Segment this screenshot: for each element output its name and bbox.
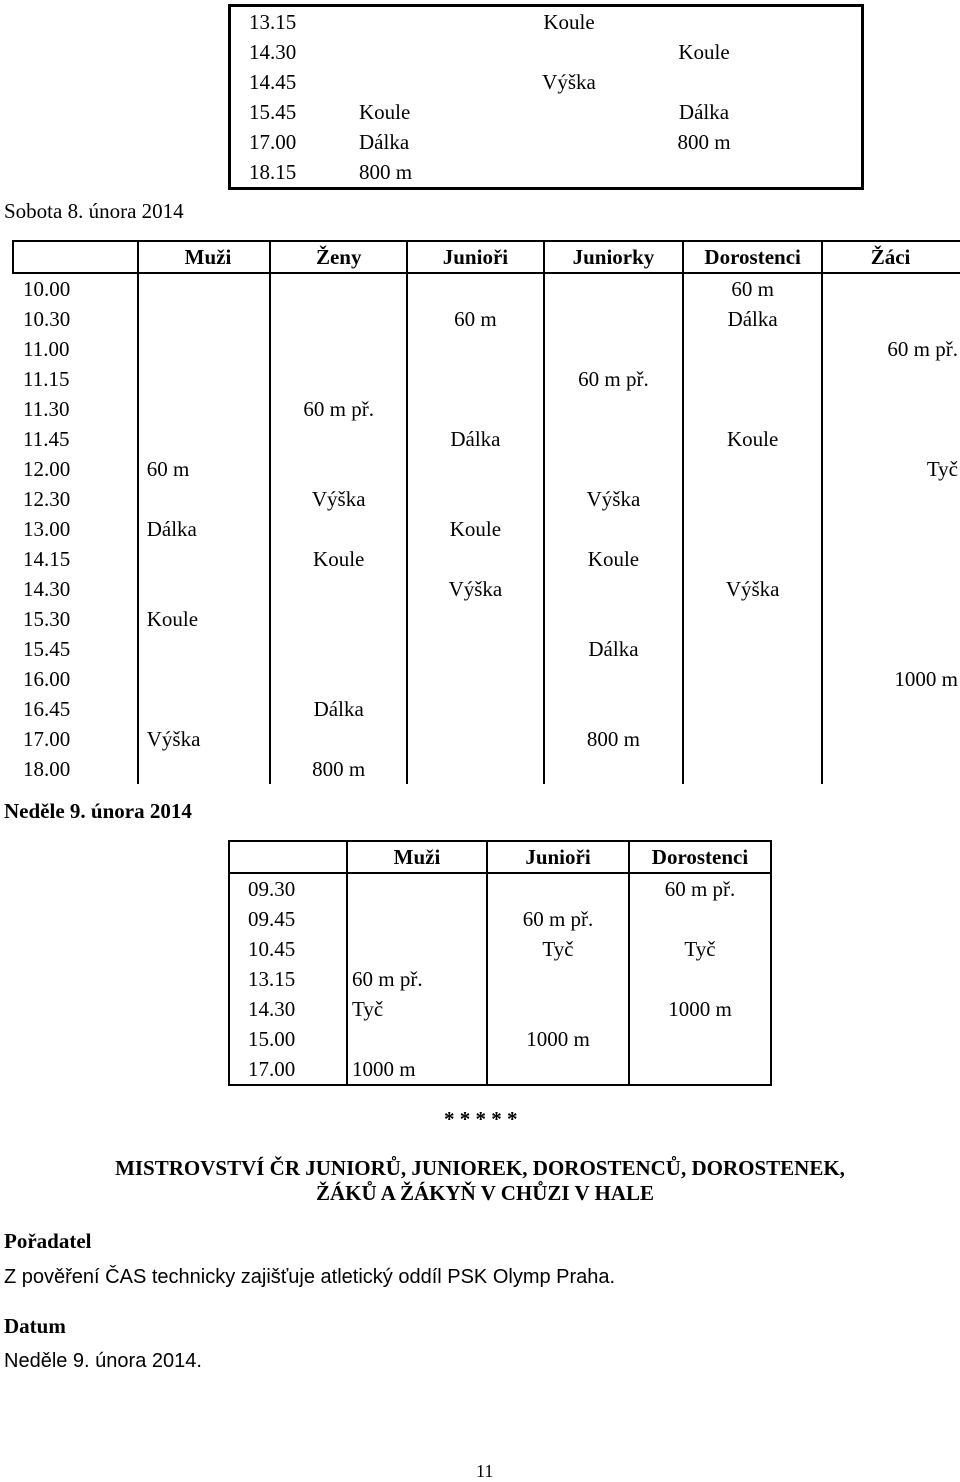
column-header: Žáci xyxy=(822,241,960,273)
table-row xyxy=(230,67,863,97)
event-cell: Koule xyxy=(678,40,730,64)
time-cell: 16.45 xyxy=(13,694,138,724)
page-number: 11 xyxy=(476,1461,494,1481)
time-cell: 15.30 xyxy=(13,604,138,634)
time-cell: 10.45 xyxy=(229,934,347,964)
table-row xyxy=(229,934,771,964)
event-cell: Koule xyxy=(543,10,595,34)
event-cell xyxy=(270,634,407,664)
event-cell xyxy=(683,754,822,784)
column-header: Dorostenci xyxy=(629,841,771,873)
event-cell xyxy=(138,634,271,664)
event-cell xyxy=(487,964,629,994)
event-cell xyxy=(138,424,271,454)
table-row xyxy=(230,37,863,67)
time-cell: 10.30 xyxy=(13,304,138,334)
event-cell: Koule xyxy=(407,514,544,544)
table-row xyxy=(13,724,960,754)
event-cell xyxy=(769,97,863,127)
event-cell xyxy=(407,544,544,574)
event-cell xyxy=(407,694,544,724)
time-cell: 11.15 xyxy=(13,364,138,394)
event-cell: Dálka xyxy=(138,514,271,544)
time-cell: 17.00 xyxy=(249,130,297,154)
organizer-text: Z pověření ČAS technicky zajišťuje atletický oddíl PSK Olymp Praha. xyxy=(4,1266,616,1288)
event-cell xyxy=(270,334,407,364)
time-cell: 15.45 xyxy=(13,634,138,664)
event-cell: 60 m př. xyxy=(487,904,629,934)
saturday-schedule-table xyxy=(12,240,960,784)
table-row xyxy=(13,304,960,334)
event-cell: Dálka xyxy=(407,424,544,454)
event-cell xyxy=(629,1024,771,1054)
table-row xyxy=(13,604,960,634)
time-cell: 13.15 xyxy=(229,964,347,994)
column-header: Junioři xyxy=(407,241,544,273)
event-cell xyxy=(822,364,960,394)
time-cell: 15.45 xyxy=(249,100,297,124)
event-cell xyxy=(359,37,499,67)
table-row xyxy=(229,1024,771,1054)
event-cell: Výška xyxy=(544,484,684,514)
date-text: Neděle 9. února 2014. xyxy=(4,1350,202,1372)
table-row xyxy=(13,754,960,784)
event-cell xyxy=(822,724,960,754)
event-cell: 800 m xyxy=(544,724,684,754)
event-cell xyxy=(544,273,684,304)
event-cell xyxy=(629,1054,771,1085)
event-cell xyxy=(683,454,822,484)
time-cell: 12.00 xyxy=(13,454,138,484)
event-cell xyxy=(629,904,771,934)
time-cell: 17.00 xyxy=(229,1054,347,1085)
time-cell: 18.15 xyxy=(249,160,297,184)
event-cell xyxy=(639,6,769,38)
event-cell xyxy=(822,394,960,424)
event-cell: Tyč xyxy=(629,934,771,964)
event-cell xyxy=(683,604,822,634)
event-cell: 1000 m xyxy=(629,994,771,1024)
event-cell: Dálka xyxy=(678,100,730,124)
event-cell xyxy=(544,754,684,784)
event-cell xyxy=(683,694,822,724)
column-header: Juniorky xyxy=(544,241,684,273)
championship-title-line2: ŽÁKŮ A ŽÁKYŇ V CHŮZI V HALE xyxy=(315,1181,655,1205)
event-cell xyxy=(769,6,863,38)
event-cell xyxy=(270,454,407,484)
schedule-top-table xyxy=(228,4,864,190)
table-row xyxy=(230,127,863,157)
table-header-row xyxy=(13,241,960,273)
column-header: Muži xyxy=(138,241,271,273)
event-cell xyxy=(544,514,684,544)
time-cell: 17.00 xyxy=(13,724,138,754)
event-cell: 60 m xyxy=(683,273,822,304)
event-cell xyxy=(683,634,822,664)
event-cell xyxy=(683,364,822,394)
event-cell xyxy=(347,904,487,934)
event-cell xyxy=(683,724,822,754)
table-row xyxy=(230,157,863,189)
event-cell: 1000 m xyxy=(347,1054,487,1085)
column-header: Dorostenci xyxy=(683,241,822,273)
event-cell: Výška xyxy=(138,724,271,754)
event-cell xyxy=(270,604,407,634)
time-cell: 12.30 xyxy=(13,484,138,514)
organizer-label: Pořadatel xyxy=(4,1229,92,1253)
event-cell xyxy=(347,873,487,904)
event-cell xyxy=(499,97,639,127)
table-row xyxy=(13,334,960,364)
sunday-schedule-table xyxy=(228,840,772,1086)
event-cell xyxy=(407,664,544,694)
table-row xyxy=(13,454,960,484)
event-cell xyxy=(544,604,684,634)
event-cell xyxy=(629,964,771,994)
event-cell: Koule xyxy=(138,604,271,634)
event-cell xyxy=(347,1024,487,1054)
sunday-heading: Neděle 9. února 2014 xyxy=(4,799,192,823)
time-cell: 14.30 xyxy=(13,574,138,604)
time-cell: 11.30 xyxy=(13,394,138,424)
event-cell xyxy=(683,334,822,364)
event-cell xyxy=(822,484,960,514)
event-cell xyxy=(270,664,407,694)
table-row xyxy=(13,364,960,394)
event-cell xyxy=(407,634,544,664)
event-cell xyxy=(138,574,271,604)
event-cell xyxy=(822,694,960,724)
event-cell xyxy=(138,664,271,694)
event-cell xyxy=(499,127,639,157)
event-cell xyxy=(544,304,684,334)
event-cell xyxy=(544,424,684,454)
event-cell: Výška xyxy=(542,70,596,94)
table-row xyxy=(13,394,960,424)
event-cell xyxy=(544,394,684,424)
time-cell: 10.00 xyxy=(13,273,138,304)
time-cell: 14.30 xyxy=(249,40,297,64)
event-cell xyxy=(407,334,544,364)
event-cell: Dálka xyxy=(683,304,822,334)
event-cell: Koule xyxy=(683,424,822,454)
event-cell xyxy=(138,394,271,424)
column-header: Ženy xyxy=(270,241,407,273)
event-cell xyxy=(407,364,544,394)
event-cell xyxy=(270,724,407,754)
event-cell xyxy=(683,544,822,574)
time-cell: 14.45 xyxy=(249,70,297,94)
event-cell xyxy=(822,634,960,664)
saturday-heading: Sobota 8. února 2014 xyxy=(4,199,184,223)
event-cell: Tyč xyxy=(347,994,487,1024)
event-cell: 60 m xyxy=(138,454,271,484)
event-cell xyxy=(407,484,544,514)
event-cell: Dálka xyxy=(359,130,410,154)
event-cell: Tyč xyxy=(822,454,960,484)
event-cell xyxy=(683,664,822,694)
event-cell xyxy=(639,157,769,189)
time-cell: 13.00 xyxy=(13,514,138,544)
event-cell xyxy=(270,514,407,544)
event-cell xyxy=(138,334,271,364)
time-cell: 13.15 xyxy=(249,10,297,34)
event-cell xyxy=(822,514,960,544)
table-row xyxy=(13,484,960,514)
event-cell xyxy=(544,454,684,484)
event-cell xyxy=(683,484,822,514)
event-cell xyxy=(138,364,271,394)
time-cell: 09.45 xyxy=(229,904,347,934)
time-cell: 15.00 xyxy=(229,1024,347,1054)
time-cell: 11.00 xyxy=(13,334,138,364)
time-cell: 14.15 xyxy=(13,544,138,574)
event-cell xyxy=(359,6,499,38)
event-cell xyxy=(683,514,822,544)
event-cell xyxy=(544,694,684,724)
event-cell xyxy=(407,394,544,424)
event-cell: 60 m př. xyxy=(822,334,960,364)
event-cell: 60 m př. xyxy=(629,873,771,904)
table-row xyxy=(229,964,771,994)
event-cell xyxy=(499,37,639,67)
event-cell: 800 m xyxy=(359,160,413,184)
event-cell xyxy=(822,754,960,784)
event-cell xyxy=(544,574,684,604)
table-row xyxy=(13,574,960,604)
table-row xyxy=(230,6,863,38)
table-row xyxy=(13,273,960,304)
event-cell xyxy=(683,394,822,424)
event-cell: 1000 m xyxy=(487,1024,629,1054)
event-cell: 800 m xyxy=(270,754,407,784)
event-cell xyxy=(769,67,863,97)
event-cell: Výška xyxy=(407,574,544,604)
event-cell: Výška xyxy=(270,484,407,514)
event-cell xyxy=(544,664,684,694)
time-cell: 09.30 xyxy=(229,873,347,904)
event-cell xyxy=(359,67,499,97)
time-cell: 18.00 xyxy=(13,754,138,784)
table-row xyxy=(13,664,960,694)
event-cell xyxy=(407,724,544,754)
event-cell: Koule xyxy=(544,544,684,574)
event-cell xyxy=(822,574,960,604)
event-cell: 800 m xyxy=(677,130,731,154)
event-cell xyxy=(270,304,407,334)
table-header-row xyxy=(229,841,771,873)
event-cell xyxy=(138,544,271,574)
championship-title-line1: MISTROVSTVÍ ČR JUNIORŮ, JUNIOREK, DOROSTENCŮ, DOROSTENEK, xyxy=(115,1156,845,1180)
event-cell: Tyč xyxy=(487,934,629,964)
event-cell xyxy=(499,157,639,189)
event-cell xyxy=(138,273,271,304)
event-cell: Dálka xyxy=(270,694,407,724)
event-cell: 1000 m xyxy=(822,664,960,694)
event-cell xyxy=(769,37,863,67)
event-cell xyxy=(544,334,684,364)
event-cell xyxy=(138,484,271,514)
time-cell: 16.00 xyxy=(13,664,138,694)
event-cell xyxy=(138,694,271,724)
event-cell xyxy=(487,994,629,1024)
column-header: Junioři xyxy=(487,841,629,873)
table-row xyxy=(13,514,960,544)
event-cell xyxy=(138,304,271,334)
event-cell xyxy=(822,273,960,304)
event-cell xyxy=(270,574,407,604)
event-cell xyxy=(407,454,544,484)
table-row xyxy=(229,904,771,934)
column-header: Muži xyxy=(347,841,487,873)
event-cell: 60 m př. xyxy=(347,964,487,994)
event-cell xyxy=(138,754,271,784)
event-cell xyxy=(270,424,407,454)
column-header xyxy=(13,241,138,273)
column-header xyxy=(229,841,347,873)
event-cell: Dálka xyxy=(544,634,684,664)
event-cell: Výška xyxy=(683,574,822,604)
event-cell xyxy=(822,604,960,634)
date-label: Datum xyxy=(4,1314,66,1338)
event-cell: 60 m xyxy=(407,304,544,334)
event-cell xyxy=(270,364,407,394)
event-cell xyxy=(822,424,960,454)
event-cell xyxy=(822,544,960,574)
table-row xyxy=(229,873,771,904)
table-row xyxy=(229,994,771,1024)
event-cell xyxy=(639,67,769,97)
event-cell: Koule xyxy=(359,100,411,124)
event-cell xyxy=(487,1054,629,1085)
event-cell xyxy=(407,273,544,304)
event-cell xyxy=(487,873,629,904)
event-cell: 60 m př. xyxy=(544,364,684,394)
event-cell xyxy=(270,273,407,304)
event-cell xyxy=(407,604,544,634)
table-row xyxy=(229,1054,771,1085)
event-cell xyxy=(347,934,487,964)
event-cell xyxy=(822,304,960,334)
table-row xyxy=(13,694,960,724)
table-row xyxy=(13,634,960,664)
stars-separator: * * * * * xyxy=(444,1107,518,1131)
table-row xyxy=(13,424,960,454)
event-cell: Koule xyxy=(270,544,407,574)
time-cell: 11.45 xyxy=(13,424,138,454)
table-row xyxy=(13,544,960,574)
time-cell: 14.30 xyxy=(229,994,347,1024)
event-cell: 60 m př. xyxy=(270,394,407,424)
event-cell xyxy=(407,754,544,784)
event-cell xyxy=(769,127,863,157)
event-cell xyxy=(769,157,863,189)
table-row xyxy=(230,97,863,127)
